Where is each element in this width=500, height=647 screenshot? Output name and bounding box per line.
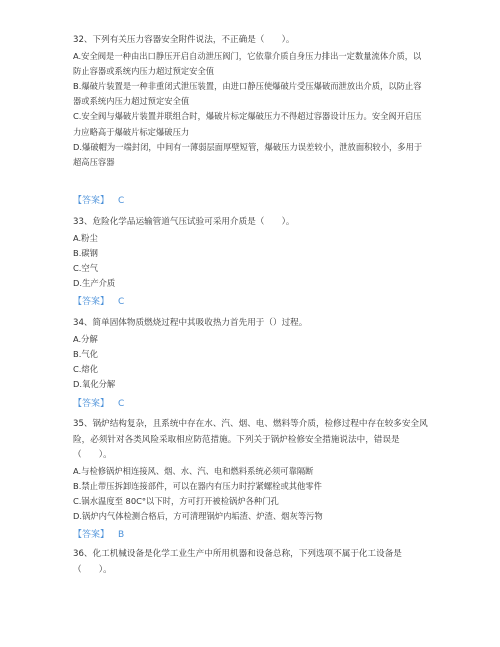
question-stem: 33、危险化学品运输管道气压试验可采用介质是（ ）。 [73,217,295,227]
option-c: C.安全阀与爆破片装置并联组合时，爆破片标定爆破压力不得超过容器设计压力。安全阀开启压力应略高于爆破片标定爆破压力 [73,111,422,137]
question-stem: 32、下列有关压力容器安全附件说法，不正确是（ ）。 [73,35,295,45]
answer-line [73,193,124,206]
option-b: B.碳钢 [73,247,98,258]
option-c: C.熔化 [73,363,99,374]
option-d: D.生产介质 [73,278,116,289]
question-35 [73,417,429,524]
answer-label: 【答案】 [73,530,110,540]
option-a: A.粉尘 [73,232,98,243]
answer-label: 【答案】 [73,297,110,307]
answer-line [73,527,124,540]
option-d: D.爆破帽为一端封闭，中间有一薄弱层面厚壁短管，爆破压力误差较小，泄放面积较小，多用于超高压容器 [73,141,423,167]
answer-label: 【答案】 [73,399,110,409]
option-a: A.与检修锅炉相连接风、烟、水、汽、电和燃料系统必须可靠隔断 [73,465,314,476]
question-33 [73,215,429,291]
answer-value: B [118,530,125,540]
question-32 [73,33,429,170]
question-stem: 36、化工机械设备是化学工业生产中所用机器和设备总称，下列选项不属于化工设备是（ ）。 [73,549,402,575]
question-34 [73,316,429,392]
option-a: A.安全阀是一种由出口静压开启自动泄压阀门，它依靠介质自身压力排出一定数量流体介质，以防止容器或系统内压力超过预定安全值 [73,50,422,76]
option-d: D.氧化分解 [73,379,116,390]
option-c: C.锅水温度至 80C°以下时，方可打开被检锅炉各种门孔 [73,495,279,506]
option-a: A.分解 [73,333,98,344]
answer-value: C [118,196,125,206]
question-stem: 34、简单固体物质燃烧过程中其吸收热力首先用于（）过程。 [73,318,308,328]
answer-label: 【答案】 [73,196,110,206]
answer-value: C [118,297,125,307]
option-b: B.爆破片装置是一种非重闭式泄压装置，由进口静压使爆破片受压爆破而泄放出介质，以防止容器或系统内压力超过预定安全值 [73,80,422,107]
option-b: B.气化 [73,348,98,359]
answer-line [73,396,124,409]
answer-value: C [118,399,125,409]
option-d: D.锅炉内气体检测合格后，方可清理锅炉内垢渣、炉渣、烟灰等污物 [73,511,323,522]
answer-line [73,294,124,307]
question-36 [73,547,429,578]
question-stem: 35、锅炉结构复杂，且系统中存在水、汽、烟、电、燃料等介质，检修过程中存在较多安全风险，必须针对各类风险采取相应防范措施。下列关于锅炉检修安全措施说法中，错误是（ ）。 [73,419,428,460]
option-b: B.禁止带压拆卸连接部件，可以在器内有压力时拧紧螺栓或其他零件 [73,480,322,491]
option-c: C.空气 [73,262,99,273]
